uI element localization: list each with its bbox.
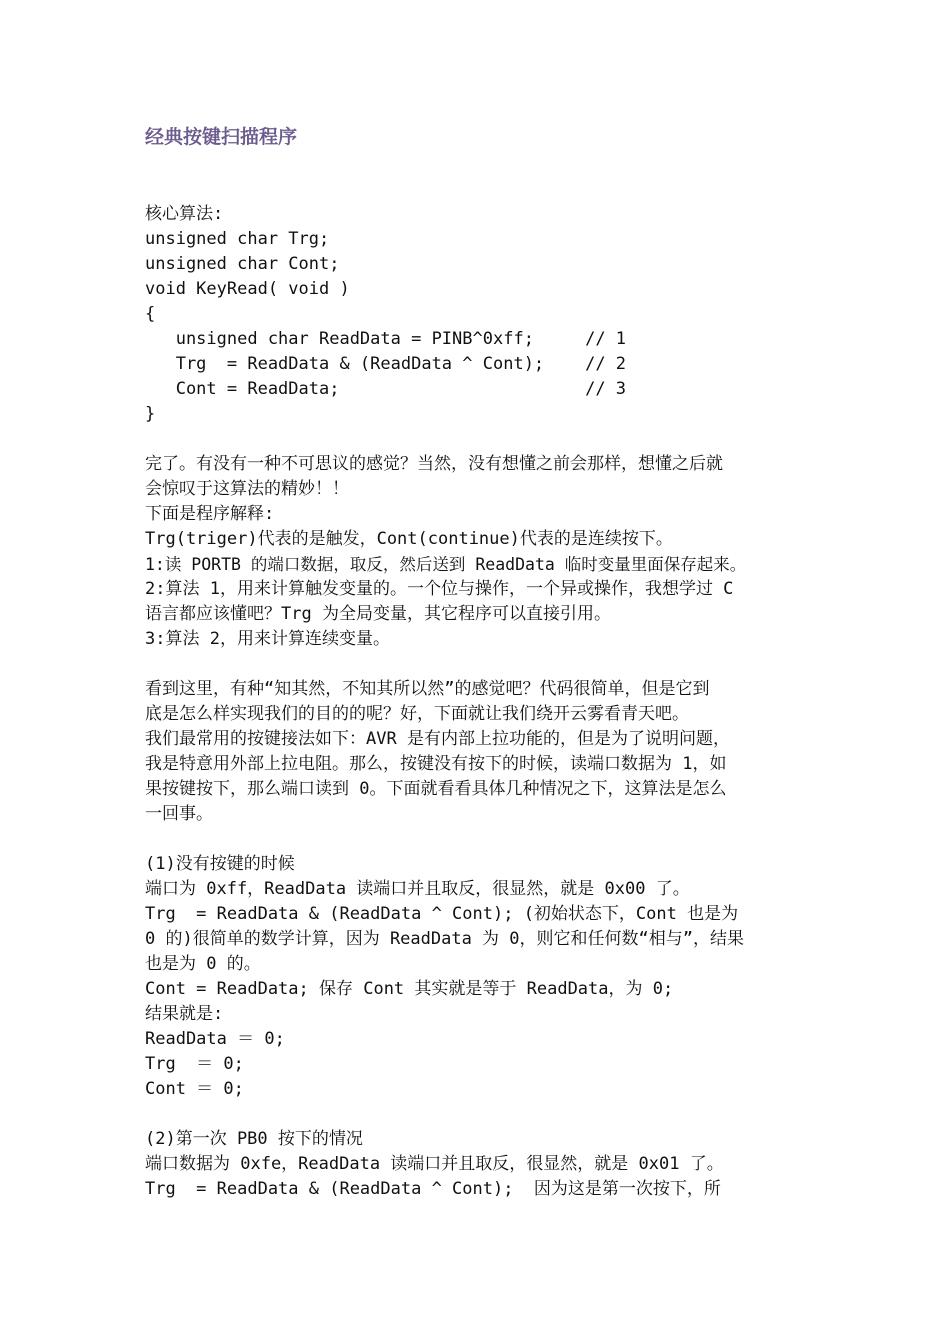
text-line: 端口数据为 0xfe，ReadData 读端口并且取反，很显然，就是 0x01 了。	[145, 1154, 724, 1174]
text-line: unsigned char Cont;	[145, 254, 340, 274]
text-line: Cont ＝ 0;	[145, 1079, 244, 1099]
text-line: 1:读 PORTB 的端口数据，取反，然后送到 ReadData 临时变量里面保存起来。	[145, 555, 747, 574]
text-line: void KeyRead( void )	[145, 279, 350, 299]
text-line: 0 的)很简单的数学计算，因为 ReadData 为 0，则它和任何数“相与”，结果	[145, 929, 744, 949]
text-line: unsigned char ReadData = PINB^0xff; // 1	[145, 329, 627, 349]
text-line: 语言都应该懂吧？Trg 为全局变量，其它程序可以直接引用。	[145, 604, 611, 624]
text-line: {	[145, 304, 156, 324]
text-line: 也是为 0 的。	[145, 954, 261, 974]
text-line: Trg = ReadData & (ReadData ^ Cont); // 2	[145, 354, 627, 374]
text-line: }	[145, 404, 156, 424]
text-line: 下面是程序解释:	[145, 504, 275, 524]
text-line: 完了。有没有一种不可思议的感觉？当然，没有想懂之前会那样，想懂之后就	[145, 454, 723, 474]
text-line: unsigned char Trg;	[145, 229, 330, 249]
text-line: 一回事。	[145, 804, 213, 824]
text-line: ReadData ＝ 0;	[145, 1029, 285, 1049]
text-line: 核心算法:	[145, 204, 224, 224]
page-title: 经典按键扫描程序	[145, 126, 298, 148]
text-line: Trg ＝ 0;	[145, 1054, 244, 1074]
text-line: 果按键按下，那么端口读到 0。下面就看看具体几种情况之下，这算法是怎么	[145, 779, 727, 799]
text-line: 2:算法 1，用来计算触发变量的。一个位与操作，一个异或操作，我想学过 C	[145, 579, 734, 599]
text-line: 结果就是:	[145, 1004, 224, 1024]
text-line: Trg = ReadData & (ReadData ^ Cont); 因为这是第一次按下，所	[145, 1179, 721, 1199]
text-line: 会惊叹于这算法的精妙！！	[145, 479, 349, 499]
text-line: Cont = ReadData; // 3	[145, 379, 627, 399]
text-line: (2)第一次 PB0 按下的情况	[145, 1129, 363, 1149]
text-line: Cont = ReadData; 保存 Cont 其实就是等于 ReadData，为 0;	[145, 979, 674, 999]
text-line: Trg = ReadData & (ReadData ^ Cont); (初始状态下，Cont 也是为	[145, 904, 739, 924]
text-line: 3:算法 2，用来计算连续变量。	[145, 629, 390, 649]
text-line: 我们最常用的按键接法如下：AVR 是有内部上拉功能的，但是为了说明问题，	[145, 729, 730, 749]
text-line: 看到这里，有种“知其然，不知其所以然”的感觉吧？代码很简单，但是它到	[145, 679, 710, 699]
text-line: Trg(triger)代表的是触发，Cont(continue)代表的是连续按下。	[145, 529, 673, 549]
text-line: 我是特意用外部上拉电阻。那么，按键没有按下的时候，读端口数据为 1，如	[145, 754, 727, 774]
text-line: (1)没有按键的时候	[145, 854, 295, 874]
text-line: 端口为 0xff，ReadData 读端口并且取反，很显然，就是 0x00 了。	[145, 879, 690, 899]
text-line: 底是怎么样实现我们的目的的呢？好，下面就让我们绕开云雾看青天吧。	[145, 704, 689, 724]
